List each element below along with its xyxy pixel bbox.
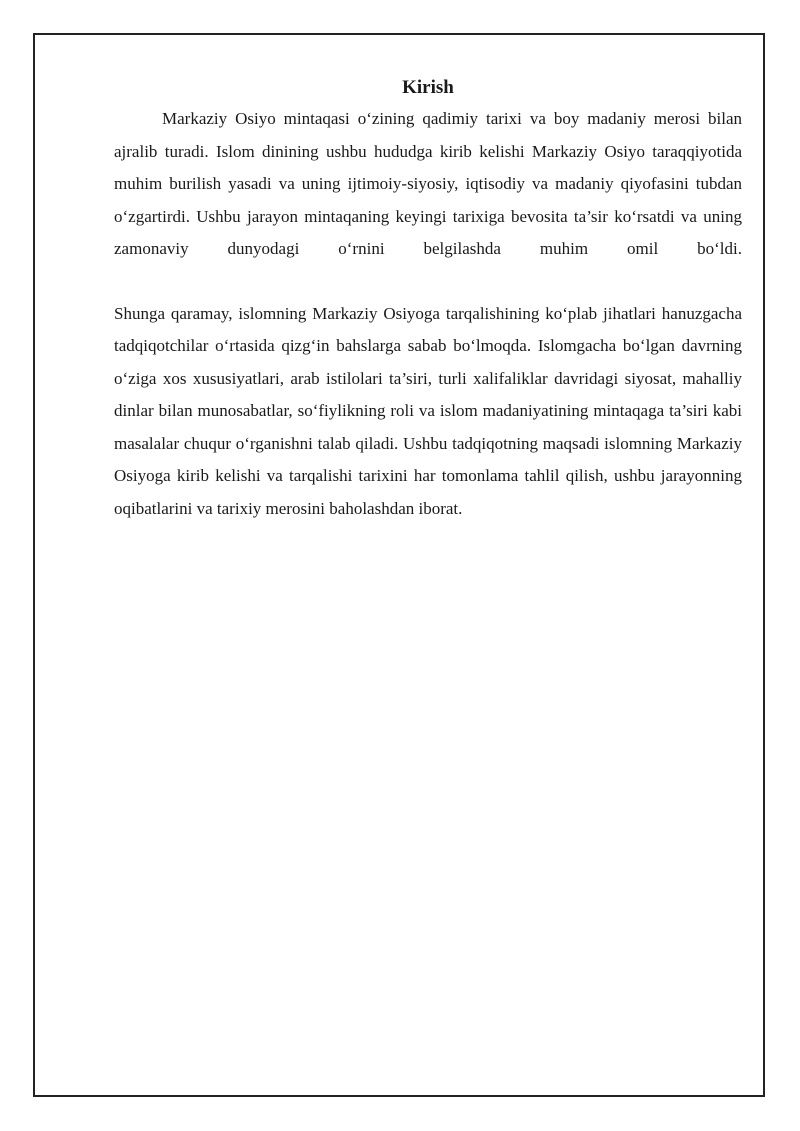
document-title: Kirish [402,77,454,98]
paragraph-spacer [114,266,742,298]
document-body [114,73,742,525]
paragraph-body: Shunga qaramay, islomning Markaziy Osiyoga tarqalishining ko‘plab jihatlari hanuzgacha tadqiqotchilar o‘rtasida qizg‘in bahslarga sabab bo‘lmoqda. Islomgacha bo‘lgan davrning o‘ziga xos xususiyatlari, arab istilolari ta’siri, turli xalifaliklar davridagi siyosat, mahalliy dinlar bilan munosabatlar, so‘fiylikning roli va islom madaniyatining mintaqaga ta’siri kabi masalalar chuqur o‘rganishni talab qiladi. Ushbu tadqiqotning maqsadi islomning Markaziy Osiyoga kirib kelishi va tarqalishi tarixini har tomonlama tahlil qilish, ushbu jarayonning oqibatlarini va tarixiy merosini baholashdan iborat. [114,303,742,518]
paragraph-intro: Markaziy Osiyo mintaqasi o‘zining qadimiy tarixi va boy madaniy merosi bilan ajralib turadi. Islom dinining ushbu hududga kirib kelishi Markaziy Osiyo taraqqiyotida muhim burilish yasadi va uning ijtimoiy-siyosiy, iqtisodiy va madaniy qiyofasini tubdan o‘zgartirdi. Ushbu jarayon mintaqaning keyingi tarixiga bevosita ta’sir ko‘rsatdi va uning zamonaviy dunyodagi o‘rnini belgilashda muhim omil bo‘ldi. [114,109,742,258]
